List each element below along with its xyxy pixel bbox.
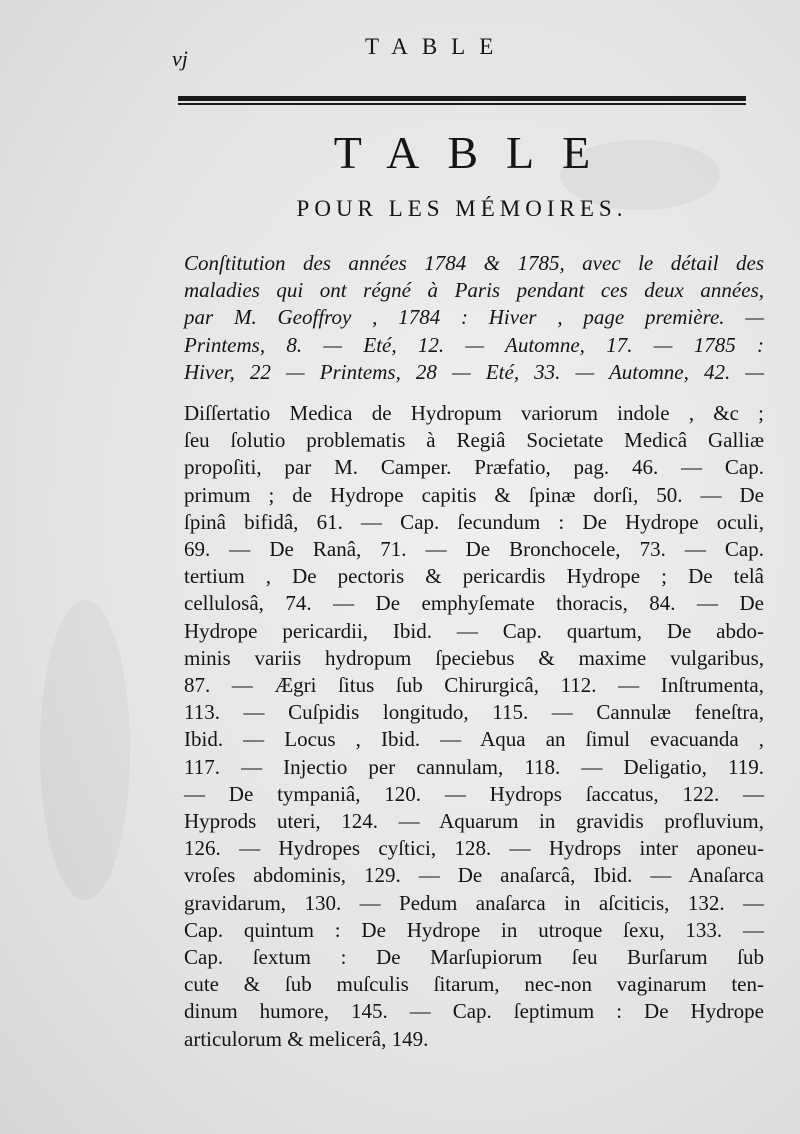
double-rule-divider (178, 96, 746, 106)
entry-line: articulorum & melicerâ, 149. (184, 1026, 429, 1051)
page-subtitle: POUR LES MÉMOIRES. (296, 196, 628, 221)
entry-line: Hydrope pericardii, Ibid. — Cap. quartum, De abdo- (184, 618, 764, 643)
page-shadow (40, 600, 130, 900)
entry-line: Conſtitution des années 1784 & 1785, avec le détail des (184, 251, 764, 275)
entry-line: Ibid. — Locus , Ibid. — Aqua an ſimul evacuanda , (184, 727, 764, 752)
thick-rule (178, 96, 746, 101)
entry-line: Hyprods uteri, 124. — Aquarum in gravidis profluvium, (184, 809, 764, 834)
running-title: TABLE (365, 34, 508, 59)
entry-line: — De tympaniâ, 120. — Hydrops ſaccatus, 122. — (184, 781, 764, 806)
entry-line: vroſes abdominis, 129. — De anaſarcâ, Ibid. — Anaſarca (184, 863, 764, 888)
entry-line: gravidarum, 130. — Pedum anaſarca in aſciticis, 132. — (184, 890, 764, 915)
entry-line: 69. — De Ranâ, 71. — De Bronchocele, 73. — Cap. (184, 537, 764, 562)
entry-dissertatio (184, 400, 764, 1053)
page-number: vj (172, 46, 188, 71)
entry-line: 117. — Injectio per cannulam, 118. — Deligatio, 119. (184, 754, 764, 779)
entry-constitution (184, 250, 764, 386)
entry-line: ſpinâ bifidâ, 61. — Cap. ſecundum : De Hydrope oculi, (184, 509, 764, 534)
entry-line: 126. — Hydropes cyſtici, 128. — Hydrops inter aponeu- (184, 836, 764, 861)
page-title: TABLE (333, 127, 619, 178)
entry-line: par M. Geoffroy , 1784 : Hiver , page première. — (184, 305, 764, 330)
entry-line: tertium , De pectoris & pericardis Hydrope ; De telâ (184, 564, 764, 589)
entry-line: Printems, 8. — Eté, 12. — Automne, 17. — 1785 : (184, 332, 764, 357)
running-header (170, 34, 770, 74)
thin-rule (178, 103, 746, 105)
entry-line: primum ; de Hydrope capitis & ſpinæ dorſi, 50. — De (184, 482, 764, 507)
entry-line: 113. — Cuſpidis longitudo, 115. — Cannulæ feneſtra, (184, 700, 764, 725)
entry-line: Cap. quintum : De Hydrope in utroque ſexu, 133. — (184, 917, 764, 942)
entry-line: Cap. ſextum : De Marſupiorum ſeu Burſarum ſub (184, 945, 764, 970)
entry-line: cute & ſub muſculis ſitarum, nec-non vaginarum ten- (184, 972, 764, 997)
entry-line: Diſſertatio Medica de Hydropum variorum indole , &c ; (184, 401, 764, 425)
entry-line: dinum humore, 145. — Cap. ſeptimum : De Hydrope (184, 999, 764, 1024)
entry-line: maladies qui ont régné à Paris pendant ces deux années, (184, 278, 764, 303)
entry-line: propoſiti, par M. Camper. Præfatio, pag. 46. — Cap. (184, 455, 764, 480)
entry-line: 87. — Ægri ſitus ſub Chirurgicâ, 112. — Inſtrumenta, (184, 673, 764, 698)
entry-line: Hiver, 22 — Printems, 28 — Eté, 33. — Automne, 42. — (184, 359, 764, 384)
entry-line: ſeu ſolutio problematis à Regiâ Societate Medicâ Galliæ (184, 428, 764, 453)
entry-line: cellulosâ, 74. — De emphyſemate thoracis, 84. — De (184, 591, 764, 616)
entry-line: minis variis hydropum ſpeciebus & maxime vulgaribus, (184, 645, 764, 670)
